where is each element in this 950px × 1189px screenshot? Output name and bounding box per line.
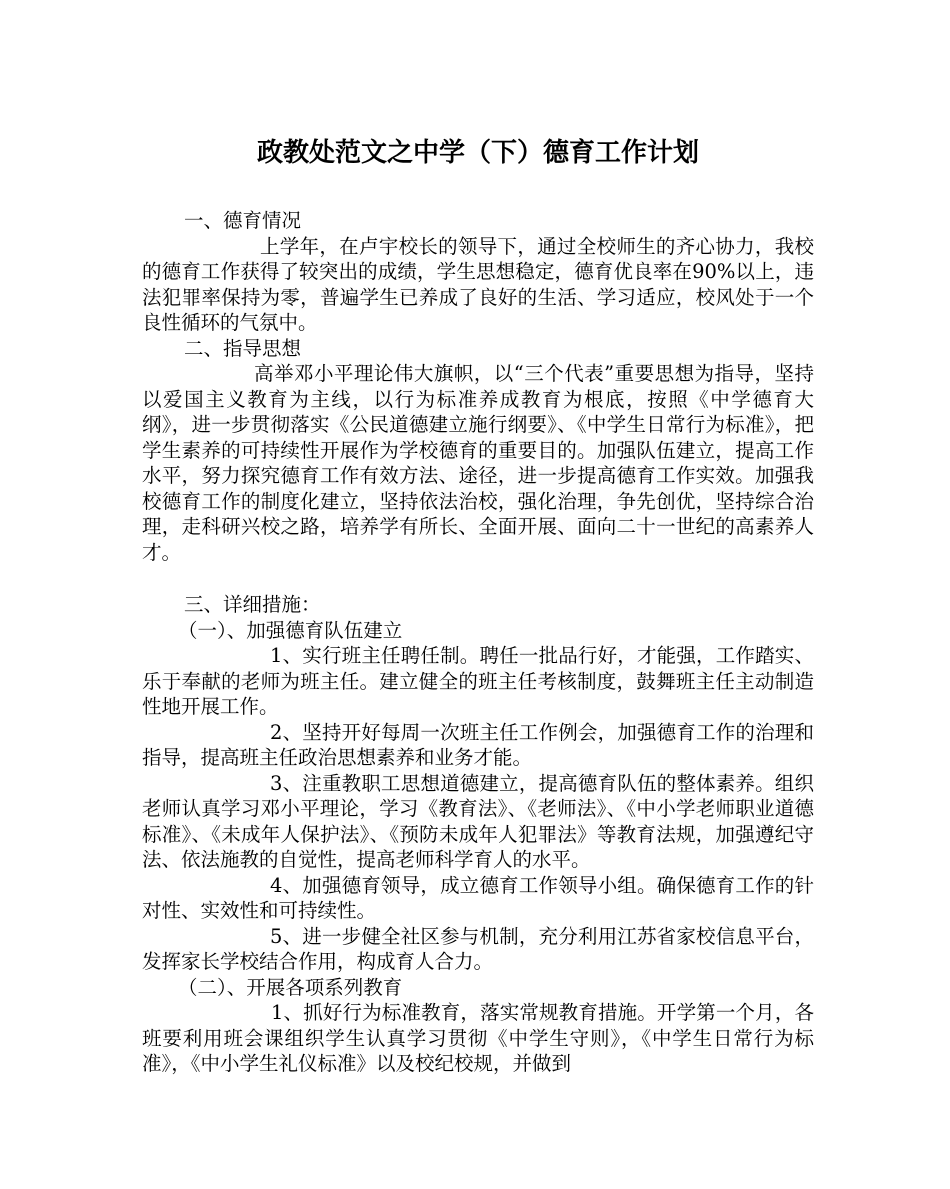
list-item: 1、抓好行为标准教育，落实常规教育措施。开学第一个月，各班要利用班会课组织学生认真学习贯彻《中学生守则》，《中学生日常行为标准》，《中小学生礼仪标准》以及校纪校规，并做到: [142, 1001, 814, 1075]
subsection-heading-series-education: （二）、开展各项系列教育: [178, 975, 403, 999]
list-item: 4、加强德育领导，成立德育工作领导小组。确保德育工作的针对性、实效性和可持续性。: [142, 873, 814, 922]
subsection-heading-team: （一）、加强德育队伍建立: [178, 618, 403, 642]
list-item: 3、注重教职工思想道德建立，提高德育队伍的整体素养。组织老师认真学习邓小平理论，学习《教育法》、《老师法》、《中小学老师职业道德标准》、《未成年人保护法》、《预防未成年人犯罪法》等教育法规，加强遵纪守法、依法施教的自觉性，提高老师科学育人的水平。: [142, 771, 814, 871]
section-heading-guiding-thought: 二、指导思想: [184, 336, 302, 360]
paragraph-situation: 上学年，在卢宇校长的领导下，通过全校师生的齐心协力，我校的德育工作获得了较突出的成绩，学生思想稳定，德育优良率在90%以上，违法犯罪率保持为零，普遍学生已养成了良好的生活、学习适应，校风处于一个良性循环的气氛中。: [142, 234, 814, 334]
section-heading-situation: 一、德育情况: [184, 209, 302, 232]
document-body: [142, 208, 814, 1077]
section-heading-measures: 三、详细措施：: [184, 593, 321, 616]
list-item: 1、实行班主任聘任制。聘任一批品行好，才能强，工作踏实、乐于奉献的老师为班主任。建立健全的班主任考核制度，鼓舞班主任主动制造性地开展工作。: [142, 644, 814, 718]
paragraph-guiding-thought: 高举邓小平理论伟大旗帜，以“三个代表”重要思想为指导，坚持以爱国主义教育为主线，以行为标准养成教育为根底，按照《中学德育大纲》，进一步贯彻落实《公民道德建立施行纲要》、《中学生日常行为标准》，把学生素养的可持续性开展作为学校德育的重要目的。加强队伍建立，提高工作水平，努力探究德育工作有效方法、途径，进一步提高德育工作实效。加强我校德育工作的制度化建立，坚持依法治校，强化治理，争先创优，坚持综合治理，走科研兴校之路，培养学有所长、全面开展、面向二十一世纪的高素养人才。: [142, 362, 814, 564]
document-title: 政教处范文之中学（下）德育工作计划: [256, 138, 699, 168]
list-item: 2、坚持开好每周一次班主任工作例会，加强德育工作的治理和指导，提高班主任政治思想素养和业务才能。: [142, 720, 814, 769]
list-item: 5、进一步健全社区参与机制，充分利用江苏省家校信息平台，发挥家长学校结合作用，构成育人合力。: [142, 924, 814, 973]
